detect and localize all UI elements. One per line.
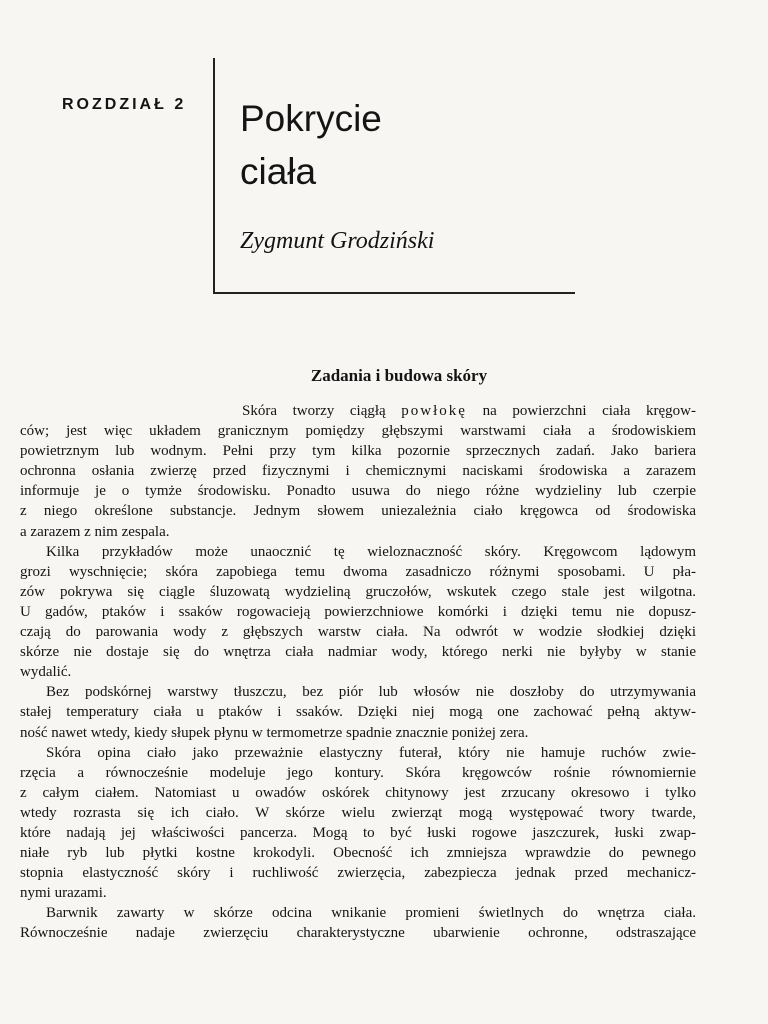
text-line: grozi wyschnięcie; skóra zapobiega temu dwoma zasadniczo różnymi sposobami. U pła-	[20, 563, 696, 580]
text-line: Barwnik zawarty w skórze odcina wnikanie promieni świetlnych do wnętrza ciała.	[46, 905, 696, 922]
text-line: U gadów, ptaków i ssaków rogowacieją powierzchniowe komórki i dzięki temu nie dopusz-	[20, 603, 696, 620]
text-line: nymi urazami.	[20, 885, 107, 902]
text-line: wtedy rozrasta się ich ciało. W skórze wielu zwierząt mogą występować twory twarde,	[20, 804, 696, 821]
text-line: z całym ciałem. Natomiast u owadów oskórek chitynowy jest zrzucany okresowo i tylko	[20, 784, 696, 801]
emphasized-word: powłokę	[401, 403, 467, 419]
text-line: które nadają jej właściwości pancerza. Mogą to być łuski rogowe jaszczurek, łuski zwap-	[20, 824, 696, 841]
chapter-label: ROZDZIAŁ 2	[62, 96, 187, 113]
text-line: z niego określone substancje. Jednym słowem uniezależnia ciało kręgowca od środowiska	[20, 503, 696, 520]
text-line: zów pokrywa się ciągle śluzowatą wydzieliną gruczołów, wskutek czego stale jest wilgotna.	[20, 583, 696, 600]
section-heading: Zadania i budowa skóry	[310, 366, 488, 385]
vertical-rule	[213, 58, 215, 294]
chapter-title	[240, 92, 560, 198]
text-line: stałej temperatury ciała u ptaków i ssaków. Dzięki niej mogą one zachować pełną aktyw-	[20, 704, 696, 721]
author-name: Zygmunt Grodziński	[240, 228, 435, 254]
text-line: ochronna osłania zwierzę przed fizycznymi i chemicznymi naciskami środowiska a zarazem	[20, 463, 696, 480]
text-line: skórze nie dostaje się do wnętrza ciała nadmiar wody, którego nerki nie byłyby w stanie	[20, 644, 696, 661]
text-line: niałe ryb lub płytki kostne krokodyli. Obecność ich zmniejsza wprawdzie do pewnego	[20, 845, 696, 862]
body-text	[20, 401, 696, 944]
text-line: informuje je o tymże środowisku. Ponadto usuwa do niego różne wydzieliny lub czerpie	[20, 483, 696, 500]
text-line: ców; jest więc układem granicznym pomiędzy głębszymi warstwami ciała a środowiskiem	[20, 423, 696, 440]
chapter-title-line-1: Pokrycie	[240, 98, 382, 139]
text-line: Kilka przykładów może unaocznić tę wieloznaczność skóry. Kręgowcom lądowym	[46, 543, 696, 560]
text-line: powietrznym lub wodnym. Pełni przy tym kilka pozornie sprzecznych zadań. Jako bariera	[20, 443, 696, 460]
text-line: a zarazem z nim zespala.	[20, 523, 170, 540]
text-line: Skóra tworzy ciągłą powłokę na powierzchni ciała kręgow-	[242, 403, 696, 419]
horizontal-rule	[213, 292, 575, 294]
text-line: Równocześnie nadaje zwierzęciu charakterystyczne ubarwienie ochronne, odstraszające	[20, 925, 696, 942]
text-line: ność nawet wtedy, kiedy słupek płynu w termometrze spadnie znacznie poniżej zera.	[20, 724, 529, 741]
text-line: czają do parowania wody z głębszych warstw ciała. Na odwrót w wodzie słodkiej dzięki	[20, 624, 696, 641]
text-line: stopnia elastyczność skóry i ruchliwość zwierzęcia, zabezpiecza jednak przed mechanicz-	[20, 865, 696, 882]
text-line: wydalić.	[20, 664, 72, 681]
text-line: Skóra opina ciało jako przeważnie elastyczny futerał, który nie hamuje ruchów zwie-	[46, 744, 696, 761]
text-line: Bez podskórnej warstwy tłuszczu, bez piór lub włosów nie doszłoby do utrzymywania	[46, 684, 696, 701]
chapter-title-line-2: ciała	[240, 151, 317, 192]
text-line: rzęcia a równocześnie modeluje jego kontury. Skóra kręgowców rośnie równomiernie	[20, 764, 696, 781]
